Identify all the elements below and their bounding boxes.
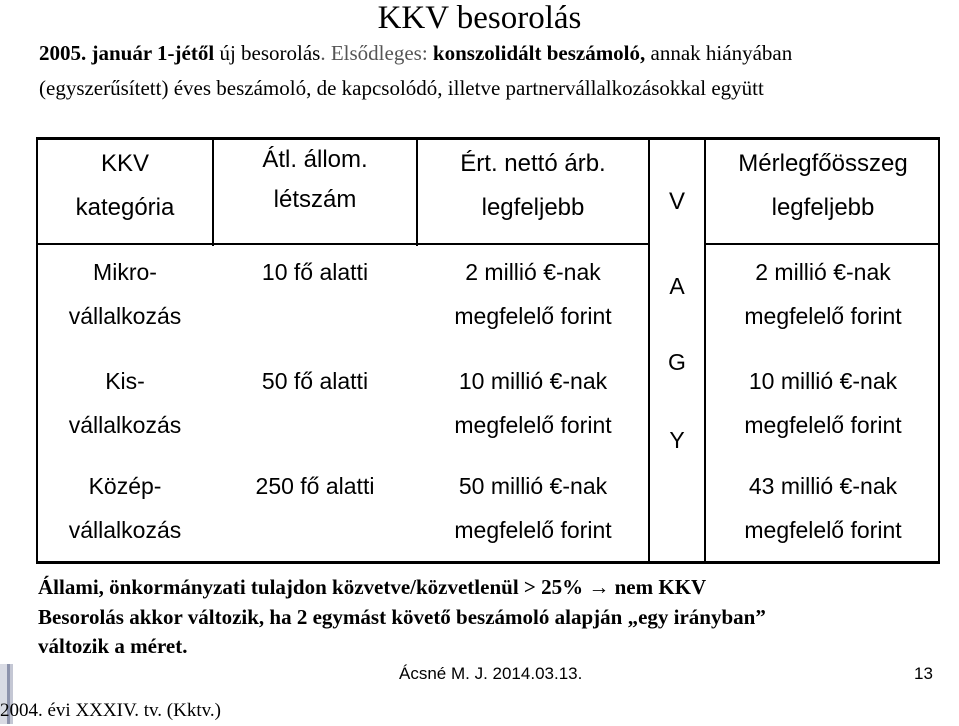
vagy-letter-y: Y: [669, 427, 685, 453]
intro-line-2: (egyszerűsített) éves beszámoló, de kapcsolódó, illetve partnervállalkozásokkal együtt: [39, 76, 764, 100]
note-size-change: változik a méret.: [38, 634, 188, 658]
classification-table: [36, 137, 940, 564]
header-revenue: Ért. nettó árb. legfeljebb: [460, 150, 606, 221]
vagy-letter-a: A: [669, 273, 685, 299]
row-small-category: Kis- vállalkozás: [68, 368, 182, 438]
row-divider: [706, 243, 940, 245]
row-medium-headcount: 250 fő alatti: [255, 473, 375, 499]
slide-title: KKV besorolás: [377, 0, 582, 36]
header-headcount: Átl. állom. létszám: [262, 146, 368, 213]
vagy-letter-g: G: [668, 349, 686, 375]
row-small-revenue: 10 millió €-nak megfelelő forint: [454, 368, 612, 438]
header-vagy: V: [668, 188, 685, 215]
row-micro-headcount: 10 fő alatti: [261, 259, 369, 285]
row-medium-balance: 43 millió €-nak megfelelő forint: [744, 473, 902, 543]
intro-line-1: [39, 40, 939, 66]
row-micro-category: Mikro- vállalkozás: [68, 259, 182, 329]
intro-date: 2005. január 1-jétől: [39, 41, 215, 65]
row-small-balance: 10 millió €-nak megfelelő forint: [744, 368, 902, 438]
note-state-ownership: Állami, önkormányzati tulajdon közvetve/közvetlenül > 25% → nem KKV: [38, 575, 707, 599]
intro-text-a: új besorolás: [214, 41, 321, 65]
header-category: KKV kategória: [75, 150, 175, 221]
footer-author-date: Ácsné M. J. 2014.03.13.: [399, 664, 583, 683]
intro-consolidated: konszolidált beszámoló,: [432, 41, 646, 65]
page-number: 13: [914, 664, 933, 683]
row-micro-revenue: 2 millió €-nak megfelelő forint: [454, 259, 612, 329]
note-classification-change: Besorolás akkor változik, ha 2 egymást követő beszámoló alapján „egy irányban”: [38, 605, 766, 629]
row-medium-category: Közép- vállalkozás: [68, 473, 182, 543]
row-divider: [38, 243, 648, 245]
row-micro-balance: 2 millió €-nak megfelelő forint: [744, 259, 902, 329]
header-balance: Mérlegfőösszeg legfeljebb: [738, 150, 908, 221]
row-medium-revenue: 50 millió €-nak megfelelő forint: [454, 473, 612, 543]
law-reference: 2004. évi XXXIV. tv. (Kktv.): [0, 700, 221, 721]
row-small-headcount: 50 fő alatti: [261, 368, 369, 394]
intro-text-c: annak hiányában: [645, 41, 793, 65]
intro-text-b: . Elsődleges:: [320, 41, 433, 65]
